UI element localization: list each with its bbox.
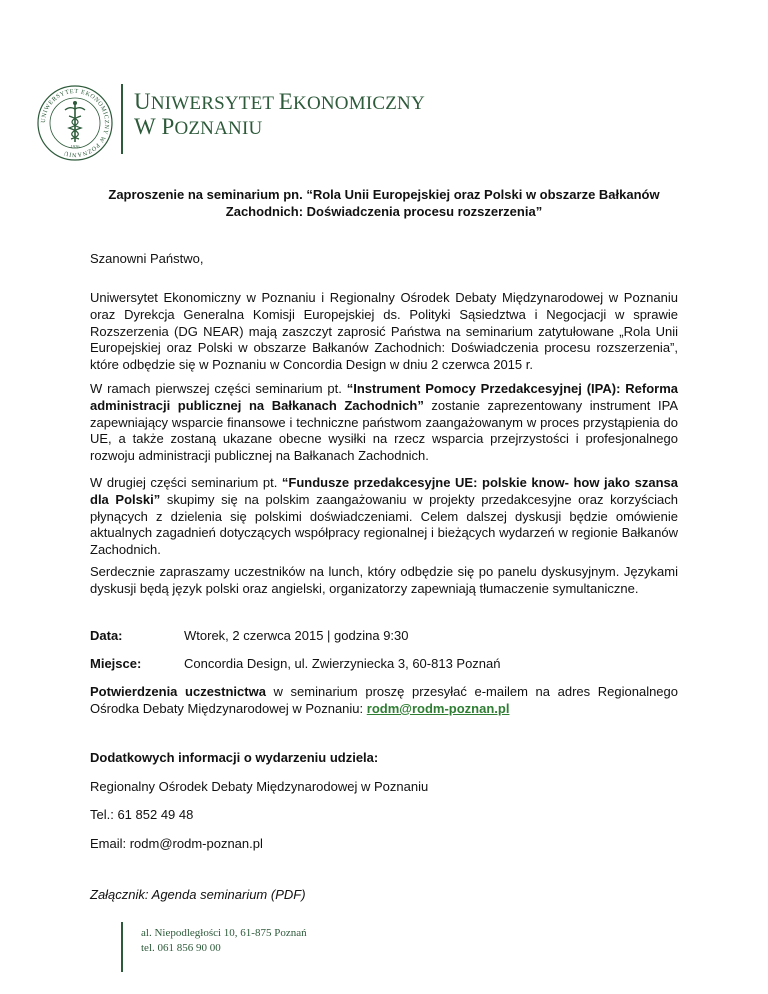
date-label: Data:: [90, 628, 123, 643]
footer-address: al. Niepodległości 10, 61-875 Poznań: [141, 927, 307, 939]
place-label: Miejsce:: [90, 656, 142, 671]
contact-phone: Tel.: 61 852 49 48: [90, 807, 194, 822]
paragraph-lunch: Serdecznie zapraszamy uczestników na lunch, który odbędzie się po panelu dyskusyjnym. Językami dyskusji będą język polski oraz angielski, organizatorzy zapewniają tłumaczenie symultaniczne.: [90, 564, 678, 596]
university-name-line2: W POZNANIU: [134, 114, 263, 139]
date-value: Wtorek, 2 czerwca 2015 | godzina 9:30: [184, 628, 409, 643]
greeting: Szanowni Państwo,: [90, 251, 204, 266]
confirmation-paragraph: Potwierdzenia uczestnictwa w seminarium proszę przesyłać e-mailem na adres Regionalnego Ośrodka Debaty Międzynarodowej w Poznaniu: rodm@rodm-poznan.pl: [90, 684, 678, 716]
contact-email: Email: rodm@rodm-poznan.pl: [90, 836, 263, 851]
paragraph-part-one: W ramach pierwszej części seminarium pt. “Instrument Pomocy Przedakcesyjnej (IPA): Reforma administracji publicznej na Bałkanach Zachodnich” zostanie zaprezentowany instrument IPA zapewniający wsparcie finansowe i techniczne państwom zaangażowanym w proces przystąpienia do UE, a także zostaną ukazane obecne wysiłki na rzecz wsparcia przejrzystości i profesjonalnego rozwoju administracji publicznej na Bałkanach Zachodnich.: [90, 381, 679, 464]
contact-org: Regionalny Ośrodek Debaty Międzynarodowej w Poznaniu: [90, 779, 429, 794]
invitation-title: [90, 186, 678, 220]
attachment-note: Załącznik: Agenda seminarium (PDF): [90, 887, 306, 902]
part-one-title: “Instrument Pomocy Przedakcesyjnej (IPA): Reforma administracji publicznej na Bałkanach Zachodnich”: [90, 381, 679, 413]
confirmation-bold: Potwierdzenia uczestnictwa: [90, 684, 266, 699]
paragraph-intro: Uniwersytet Ekonomiczny w Poznaniu i Regionalny Ośrodek Debaty Międzynarodowej w Poznaniu oraz Dyrekcja Generalna Komisji Europejskiej ds. Polityki Sąsiedztwa i Negocjacji w sprawie Rozszerzenia (DG NEAR) mają zaszczyt zaprosić Państwa na seminarium zatytułowane „Rola Unii Europejskiej oraz Polski w obszarze Bałkanów Zachodnich: Doświadczenia procesu rozszerzenia”, które odbędzie się w Poznaniu w Concordia Design w dniu 2 czerwca 2015 r.: [90, 290, 678, 373]
seal-text: UNIWERSYTET EKONOMICZNY W POZNANIU: [39, 87, 111, 159]
part-two-title: “Fundusze przedakcesyjne UE: polskie know- how jako szansa dla Polski”: [90, 475, 678, 507]
contact-heading: Dodatkowych informacji o wydarzeniu udziela:: [90, 750, 379, 765]
place-value: Concordia Design, ul. Zwierzyniecka 3, 60-813 Poznań: [184, 656, 501, 671]
email-link[interactable]: rodm@rodm-poznan.pl: [366, 700, 510, 716]
seal-year: 1926: [70, 144, 80, 149]
footer-address-block: [141, 926, 307, 956]
title-line-2: Zachodnich: Doświadczenia procesu rozszerzenia”: [225, 204, 543, 219]
paragraph-part-two: W drugiej części seminarium pt. “Fundusze przedakcesyjne UE: polskie know- how jako szansa dla Polski” skupimy się na polskim zaangażowaniu w projekty przedakcesyjne oraz korzyściach płynących z dzielenia się polskimi doświadczeniami. Celem dalszej dyskusji będzie omówienie aktualnych zagadnień dotyczących współpracy regionalnej i bieżących wydarzeń w regionie Bałkanów Zachodnich.: [90, 475, 678, 558]
university-name-line1: UNIWERSYTET EKONOMICZNY: [134, 89, 425, 114]
university-name: [134, 90, 425, 140]
header-divider: [121, 84, 123, 154]
footer-divider: [121, 922, 123, 972]
footer-phone: tel. 061 856 90 00: [141, 942, 221, 954]
title-line-1: Zaproszenie na seminarium pn. “Rola Unii Europejskiej oraz Polski w obszarze Bałkanów: [108, 187, 660, 202]
university-seal-logo: [36, 84, 114, 162]
